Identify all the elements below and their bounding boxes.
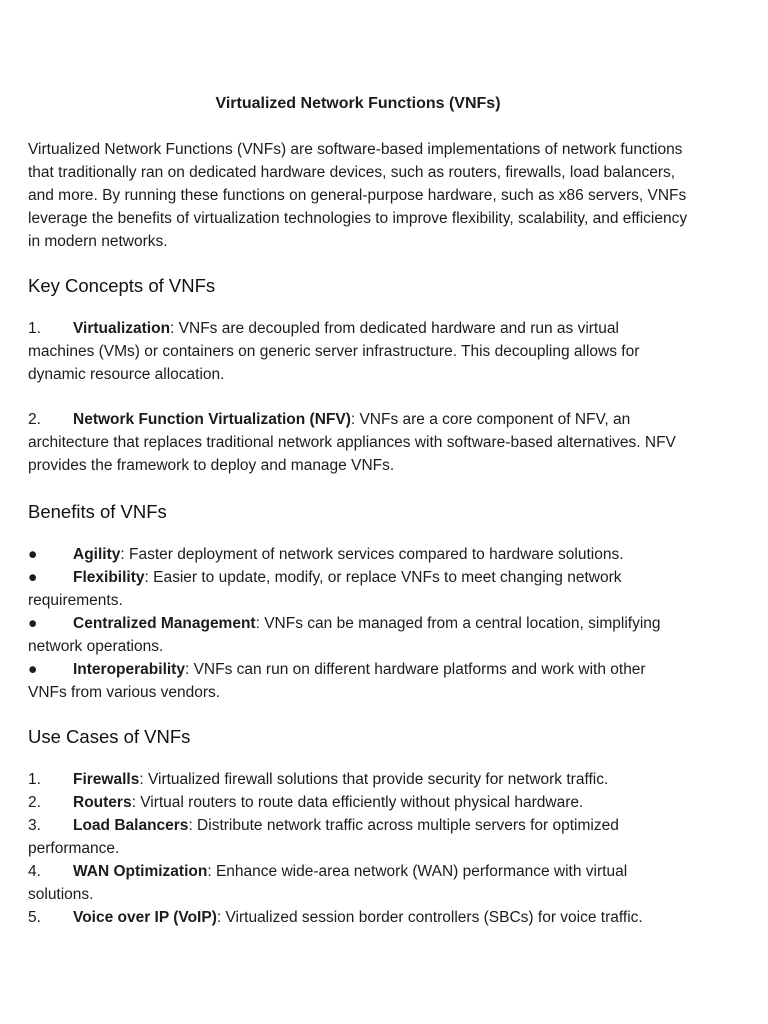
key-concepts-heading: Key Concepts of VNFs [28,275,216,296]
list-item [28,612,688,658]
list-item-text: : Virtualized firewall solutions that provide security for network traffic. [139,771,609,788]
list-item-term: Load Balancers [73,817,189,834]
benefits-heading: Benefits of VNFs [28,501,167,522]
list-item-text: : Easier to update, modify, or replace VNFs to meet changing network requirements. [28,569,622,609]
document-title: Virtualized Network Functions (VNFs) [215,95,501,112]
list-item-term: Agility [73,546,121,563]
bullet-icon: ● [28,615,38,632]
list-item-text: : VNFs are a core component of NFV, an architecture that replaces traditional network appliances with software-based alternatives. NFV provides the framework to deploy and manage VNFs. [28,411,676,474]
list-item-text: : VNFs can run on different hardware platforms and work with other VNFs from various vendors. [28,661,646,701]
list-item-text: : VNFs are decoupled from dedicated hardware and run as virtual machines (VMs) or containers on generic server infrastructure. This decoupling allows for dynamic resource allocation. [28,320,640,383]
intro-paragraph: Virtualized Network Functions (VNFs) are software-based implementations of network functions that traditionally ran on dedicated hardware devices, such as routers, firewalls, load balancers, and more. By running these functions on general-purpose hardware, such as x86 servers, VNFs leverage the benefits of virtualization technologies to improve flexibility, scalability, and efficiency in modern networks. [28,141,688,250]
list-item-term: Firewalls [73,771,140,788]
list-item-term: Voice over IP (VoIP) [73,909,217,926]
list-item [28,814,688,860]
list-marker: 3. [28,817,41,834]
bullet-icon: ● [28,569,38,586]
list-item-text: : Virtual routers to route data efficiently without physical hardware. [131,794,584,811]
list-item-term: Network Function Virtualization (NFV) [73,411,351,428]
list-item-term: Routers [73,794,132,811]
bullet-icon: ● [28,546,38,563]
use-cases-list [28,768,688,929]
document-page [28,93,688,929]
list-marker: 4. [28,863,41,880]
spacer [28,386,688,408]
list-item-text: : Distribute network traffic across multiple servers for optimized performance. [28,817,619,857]
list-item-term: Flexibility [73,569,145,586]
list-item [28,543,688,566]
list-item [28,906,688,929]
list-item-term: Virtualization [73,320,171,337]
list-item [28,860,688,906]
list-marker: 2. [28,794,41,811]
bullet-icon: ● [28,661,38,678]
list-item-term: Interoperability [73,661,185,678]
list-marker: 1. [28,771,41,788]
list-item-term: Centralized Management [73,615,256,632]
list-item [28,658,688,704]
benefits-list [28,543,688,704]
list-item [28,566,688,612]
list-item [28,768,688,791]
list-marker: 5. [28,909,41,926]
list-item [28,317,688,386]
list-item-text: : Faster deployment of network services compared to hardware solutions. [120,546,624,563]
list-marker: 2. [28,411,41,428]
key-concepts-list [28,317,688,477]
list-item-text: : VNFs can be managed from a central location, simplifying network operations. [28,615,661,655]
list-item-text: : Enhance wide-area network (WAN) performance with virtual solutions. [28,863,628,903]
list-item-term: WAN Optimization [73,863,208,880]
list-item-text: : Virtualized session border controllers (SBCs) for voice traffic. [216,909,643,926]
list-marker: 1. [28,320,41,337]
list-item [28,408,688,477]
list-item [28,791,688,814]
use-cases-heading: Use Cases of VNFs [28,726,191,747]
